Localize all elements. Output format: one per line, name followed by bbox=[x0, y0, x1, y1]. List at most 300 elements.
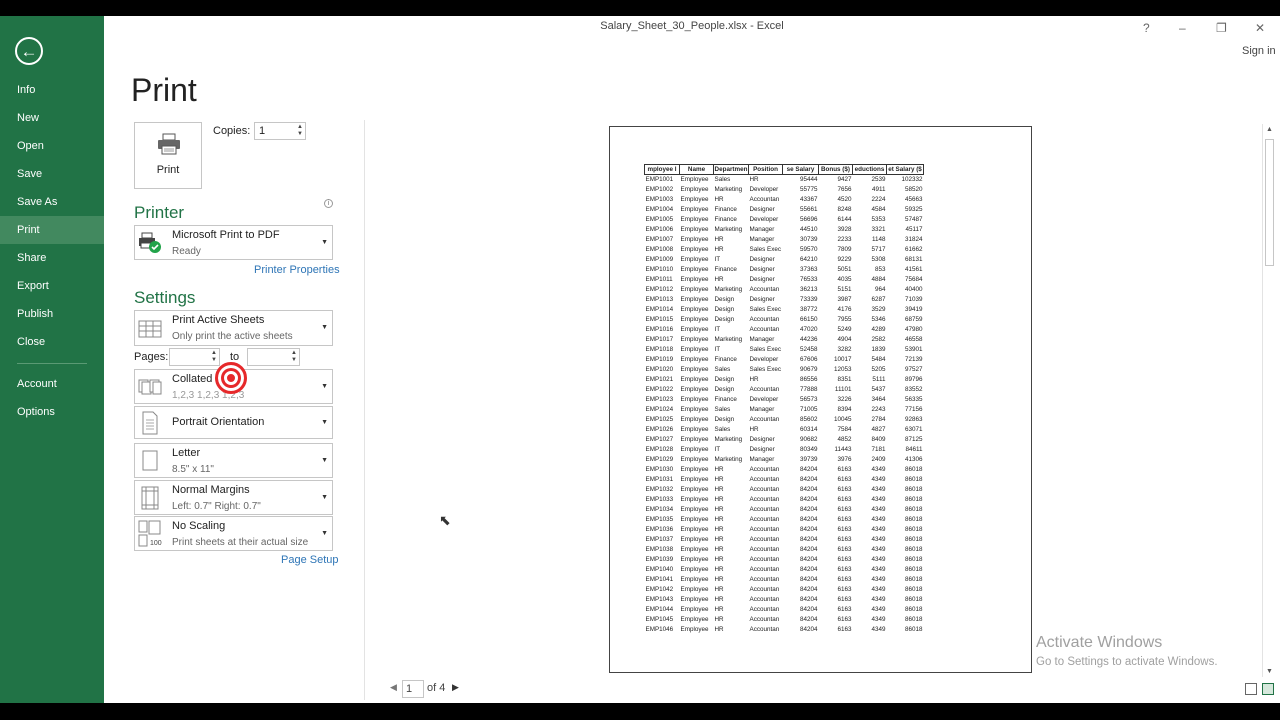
table-cell: 4349 bbox=[871, 586, 886, 593]
table-cell: EMP1031 bbox=[645, 476, 674, 483]
table-cell: 52458 bbox=[799, 346, 818, 353]
table-cell: 6163 bbox=[837, 496, 852, 503]
next-page-icon[interactable]: ▶ bbox=[452, 682, 459, 692]
table-row bbox=[645, 325, 924, 335]
spin-down-icon[interactable]: ▼ bbox=[297, 131, 303, 137]
table-cell: 85602 bbox=[799, 416, 818, 423]
orientation-dropdown[interactable] bbox=[134, 406, 333, 439]
table-cell: EMP1018 bbox=[645, 346, 674, 353]
table-cell: Finance bbox=[714, 216, 737, 223]
scroll-up-icon[interactable]: ▲ bbox=[1266, 126, 1273, 133]
table-cell: 86018 bbox=[904, 486, 923, 493]
margins-dropdown[interactable] bbox=[134, 480, 333, 515]
table-cell: 84204 bbox=[799, 506, 818, 513]
page-setup-link[interactable]: Page Setup bbox=[281, 554, 339, 566]
table-cell: Employee bbox=[680, 356, 709, 363]
table-cell: 5151 bbox=[837, 286, 852, 293]
table-cell: HR bbox=[714, 236, 724, 243]
table-cell: Employee bbox=[680, 396, 709, 403]
paper-size-dropdown[interactable] bbox=[134, 443, 333, 478]
table-cell: 11443 bbox=[834, 446, 852, 453]
table-cell: 44236 bbox=[799, 336, 818, 343]
table-cell: EMP1017 bbox=[645, 336, 674, 343]
table-cell: Sales Exec bbox=[749, 366, 781, 373]
table-cell: 4349 bbox=[871, 546, 886, 553]
table-cell: 853 bbox=[874, 266, 886, 273]
table-cell: 3282 bbox=[837, 346, 852, 353]
table-cell: 77156 bbox=[904, 406, 923, 413]
table-cell: HR bbox=[714, 196, 724, 203]
table-row bbox=[645, 525, 924, 535]
table-cell: 5346 bbox=[871, 316, 886, 323]
table-cell: Accountan bbox=[749, 326, 780, 333]
table-cell: Accountan bbox=[749, 316, 780, 323]
table-cell: 10045 bbox=[833, 416, 852, 423]
table-cell: Employee bbox=[680, 406, 709, 413]
copies-spinner[interactable] bbox=[254, 122, 306, 140]
table-cell: 86018 bbox=[904, 496, 923, 503]
table-cell: 86018 bbox=[904, 596, 923, 603]
table-cell: Employee bbox=[680, 226, 709, 233]
back-arrow-icon[interactable]: ← bbox=[15, 37, 43, 65]
table-cell: 84204 bbox=[799, 606, 818, 613]
table-cell: Employee bbox=[680, 346, 709, 353]
table-cell: 4349 bbox=[871, 476, 886, 483]
table-cell: 6163 bbox=[837, 566, 852, 573]
table-cell: Employee bbox=[680, 316, 709, 323]
table-cell: Accountan bbox=[749, 286, 780, 293]
window-title: Salary_Sheet_30_People.xlsx - Excel bbox=[600, 20, 784, 32]
table-cell: 4852 bbox=[837, 436, 852, 443]
table-cell: Employee bbox=[680, 336, 709, 343]
table-row bbox=[645, 225, 924, 235]
table-cell: 5437 bbox=[871, 386, 886, 393]
table-row bbox=[645, 475, 924, 485]
table-cell: 3987 bbox=[837, 296, 852, 303]
table-cell: 47980 bbox=[904, 326, 923, 333]
chevron-down-icon: ▼ bbox=[321, 383, 328, 390]
table-cell: Design bbox=[714, 316, 735, 323]
table-cell: Design bbox=[714, 296, 735, 303]
table-cell: 43367 bbox=[799, 196, 818, 203]
table-cell: Accountan bbox=[749, 196, 780, 203]
table-cell: 84204 bbox=[799, 496, 818, 503]
pages-to-spinner[interactable] bbox=[247, 348, 300, 366]
table-cell: 4520 bbox=[837, 196, 852, 203]
print-what-title: Print Active Sheets bbox=[172, 314, 265, 326]
table-cell: 45663 bbox=[904, 196, 923, 203]
table-cell: EMP1034 bbox=[645, 506, 674, 513]
table-cell: HR bbox=[749, 176, 759, 183]
print-button[interactable] bbox=[134, 122, 202, 189]
table-cell: Accountan bbox=[749, 416, 780, 423]
column-header: Departmen bbox=[714, 166, 748, 173]
table-cell: EMP1008 bbox=[645, 246, 674, 253]
table-cell: Employee bbox=[680, 326, 709, 333]
table-cell: Employee bbox=[680, 246, 709, 253]
table-cell: 4349 bbox=[871, 526, 886, 533]
scroll-down-icon[interactable]: ▼ bbox=[1266, 668, 1273, 675]
table-cell: HR bbox=[714, 276, 724, 283]
table-cell: 4349 bbox=[871, 466, 886, 473]
table-cell: 84204 bbox=[799, 476, 818, 483]
info-icon[interactable]: i bbox=[324, 199, 333, 208]
table-cell: Employee bbox=[680, 616, 709, 623]
table-cell: 4911 bbox=[871, 186, 886, 193]
table-cell: Employee bbox=[680, 186, 709, 193]
table-cell: 4349 bbox=[871, 536, 886, 543]
settings-section-title: Settings bbox=[134, 288, 196, 307]
table-cell: Employee bbox=[680, 196, 709, 203]
table-cell: EMP1016 bbox=[645, 326, 674, 333]
table-cell: 7181 bbox=[871, 446, 886, 453]
chevron-down-icon: ▼ bbox=[321, 457, 328, 464]
table-row bbox=[645, 425, 924, 435]
table-row bbox=[645, 265, 924, 275]
top-black-bar bbox=[0, 0, 1280, 16]
table-cell: 4349 bbox=[871, 516, 886, 523]
collation-sub: 1,2,3 1,2,3 1,2,3 bbox=[172, 390, 245, 401]
table-row bbox=[645, 235, 924, 245]
table-cell: EMP1003 bbox=[645, 196, 674, 203]
table-cell: HR bbox=[714, 616, 724, 623]
table-cell: 71005 bbox=[799, 406, 818, 413]
table-cell: 84204 bbox=[799, 556, 818, 563]
table-cell: EMP1024 bbox=[645, 406, 674, 413]
nav-publish[interactable]: Publish bbox=[17, 308, 54, 320]
margins-icon bbox=[138, 486, 162, 510]
scroll-thumb[interactable] bbox=[1265, 139, 1274, 266]
table-row bbox=[645, 455, 924, 465]
sign-in-link[interactable]: Sign in bbox=[1242, 45, 1276, 57]
table-cell: 4349 bbox=[871, 556, 886, 563]
table-cell: 56696 bbox=[799, 216, 818, 223]
table-cell: Accountan bbox=[749, 506, 780, 513]
table-cell: Designer bbox=[749, 266, 775, 273]
table-cell: Sales Exec bbox=[749, 246, 781, 253]
table-cell: 6163 bbox=[837, 486, 852, 493]
table-row bbox=[645, 515, 924, 525]
nav-print[interactable]: Print bbox=[0, 216, 104, 244]
table-row bbox=[645, 295, 924, 305]
table-cell: Accountan bbox=[749, 486, 780, 493]
table-row bbox=[645, 435, 924, 445]
table-cell: Finance bbox=[714, 206, 737, 213]
table-row bbox=[645, 315, 924, 325]
table-cell: Employee bbox=[680, 606, 709, 613]
table-cell: 9229 bbox=[837, 256, 852, 263]
portrait-page-icon bbox=[138, 411, 162, 435]
table-cell: Accountan bbox=[749, 546, 780, 553]
table-row bbox=[645, 585, 924, 595]
printer-properties-link[interactable]: Printer Properties bbox=[254, 264, 340, 276]
restore-button[interactable]: ❐ bbox=[1216, 21, 1227, 35]
show-margins-icon[interactable] bbox=[1245, 683, 1257, 695]
table-cell: 90682 bbox=[799, 436, 818, 443]
table-cell: Employee bbox=[680, 586, 709, 593]
table-row bbox=[645, 495, 924, 505]
table-cell: 6163 bbox=[837, 516, 852, 523]
page-title: Print bbox=[131, 72, 197, 108]
table-row bbox=[645, 345, 924, 355]
table-cell: 83552 bbox=[904, 386, 923, 393]
table-cell: Employee bbox=[680, 546, 709, 553]
table-cell: HR bbox=[749, 376, 759, 383]
table-row bbox=[645, 195, 924, 205]
table-row bbox=[645, 335, 924, 345]
table-cell: 4584 bbox=[871, 206, 886, 213]
table-cell: Designer bbox=[749, 206, 775, 213]
zoom-to-page-icon[interactable] bbox=[1262, 683, 1274, 695]
copies-label: Copies: bbox=[213, 125, 251, 137]
column-header: se Salary bbox=[783, 165, 819, 175]
table-row bbox=[645, 385, 924, 395]
table-cell: HR bbox=[749, 426, 759, 433]
table-row bbox=[645, 605, 924, 615]
table-row bbox=[645, 615, 924, 625]
spin-down-icon[interactable]: ▼ bbox=[211, 357, 217, 363]
close-button[interactable]: ✕ bbox=[1255, 21, 1266, 35]
table-cell: 67606 bbox=[799, 356, 818, 363]
table-cell: 68759 bbox=[904, 316, 923, 323]
table-cell: Employee bbox=[680, 566, 709, 573]
table-cell: Manager bbox=[749, 226, 775, 233]
table-row bbox=[645, 285, 924, 295]
mouse-cursor-icon: ⬉ bbox=[439, 512, 451, 528]
table-cell: Employee bbox=[680, 376, 709, 383]
table-cell: 5051 bbox=[837, 266, 852, 273]
collated-pages-icon bbox=[138, 375, 162, 399]
table-cell: EMP1026 bbox=[645, 426, 674, 433]
table-cell: 89796 bbox=[904, 376, 923, 383]
table-cell: Accountan bbox=[749, 556, 780, 563]
table-cell: HR bbox=[714, 476, 724, 483]
table-cell: Sales bbox=[714, 176, 731, 183]
table-cell: HR bbox=[714, 516, 724, 523]
prev-page-icon[interactable]: ◀ bbox=[390, 682, 397, 692]
table-cell: 6144 bbox=[837, 216, 852, 223]
table-cell: 8351 bbox=[837, 376, 852, 383]
table-cell: EMP1022 bbox=[645, 386, 674, 393]
table-row bbox=[645, 595, 924, 605]
table-cell: Finance bbox=[714, 396, 737, 403]
page-count: of 4 bbox=[427, 682, 446, 694]
table-cell: HR bbox=[714, 246, 724, 253]
table-cell: 2539 bbox=[871, 176, 886, 183]
table-cell: 4349 bbox=[871, 596, 886, 603]
preview-vertical-scrollbar[interactable] bbox=[1262, 124, 1275, 677]
table-cell: Employee bbox=[680, 266, 709, 273]
printer-dropdown[interactable] bbox=[134, 225, 333, 260]
table-cell: 71039 bbox=[904, 296, 923, 303]
table-cell: HR bbox=[714, 536, 724, 543]
table-cell: 41561 bbox=[904, 266, 923, 273]
help-icon[interactable]: ? bbox=[1143, 21, 1150, 35]
table-cell: 6163 bbox=[837, 556, 852, 563]
page-number-input[interactable]: 1 bbox=[402, 680, 424, 698]
column-header: Position bbox=[749, 165, 783, 175]
table-cell: Employee bbox=[680, 426, 709, 433]
printer-name: Microsoft Print to PDF bbox=[172, 229, 280, 241]
spin-up-icon[interactable]: ▲ bbox=[211, 350, 217, 356]
chevron-down-icon: ▼ bbox=[321, 530, 328, 537]
table-cell: 86018 bbox=[904, 556, 923, 563]
table-cell: 86018 bbox=[904, 626, 923, 633]
table-cell: EMP1013 bbox=[645, 296, 674, 303]
table-row bbox=[645, 205, 924, 215]
table-cell: Accountan bbox=[749, 536, 780, 543]
table-cell: 86018 bbox=[904, 606, 923, 613]
table-cell: Developer bbox=[749, 356, 779, 363]
nav-save-as[interactable]: Save As bbox=[17, 196, 58, 208]
table-cell: 11101 bbox=[834, 386, 852, 393]
pages-from-spinner[interactable] bbox=[169, 348, 220, 366]
nav-save[interactable]: Save bbox=[17, 168, 43, 180]
table-cell: 64210 bbox=[799, 256, 818, 263]
table-cell: HR bbox=[714, 586, 724, 593]
table-cell: 80349 bbox=[799, 446, 818, 453]
collation-title: Collated bbox=[172, 373, 213, 385]
table-row bbox=[645, 485, 924, 495]
table-cell: 102332 bbox=[901, 176, 923, 183]
table-cell: 7656 bbox=[837, 186, 852, 193]
nav-account[interactable]: Account bbox=[17, 378, 57, 390]
table-cell: 66150 bbox=[799, 316, 818, 323]
table-cell: Employee bbox=[680, 576, 709, 583]
table-cell: 4349 bbox=[871, 496, 886, 503]
table-cell: 86018 bbox=[904, 476, 923, 483]
table-cell: 1148 bbox=[871, 236, 886, 243]
table-cell: 86018 bbox=[904, 616, 923, 623]
table-cell: EMP1028 bbox=[645, 446, 674, 453]
table-cell: EMP1025 bbox=[645, 416, 674, 423]
nav-export[interactable]: Export bbox=[17, 280, 49, 292]
print-preview-page bbox=[609, 126, 1032, 673]
table-cell: 2409 bbox=[871, 456, 886, 463]
table-cell: Accountan bbox=[749, 606, 780, 613]
table-cell: Designer bbox=[749, 256, 775, 263]
nav-info[interactable]: Info bbox=[17, 84, 36, 96]
nav-open[interactable]: Open bbox=[17, 140, 44, 152]
table-cell: 76533 bbox=[799, 276, 818, 283]
table-cell: EMP1011 bbox=[645, 276, 673, 283]
table-cell: EMP1010 bbox=[645, 266, 674, 273]
table-cell: HR bbox=[714, 626, 724, 633]
table-cell: EMP1030 bbox=[645, 466, 674, 473]
no-scaling-icon bbox=[138, 520, 164, 548]
nav-options[interactable]: Options bbox=[17, 406, 55, 418]
table-row bbox=[645, 185, 924, 195]
table-cell: Accountan bbox=[749, 526, 780, 533]
table-cell: EMP1035 bbox=[645, 516, 674, 523]
table-cell: 4349 bbox=[871, 616, 886, 623]
table-cell: Sales bbox=[714, 406, 731, 413]
table-cell: Design bbox=[714, 306, 735, 313]
table-cell: HR bbox=[714, 506, 724, 513]
table-cell: 4349 bbox=[871, 626, 886, 633]
table-cell: Design bbox=[714, 386, 735, 393]
table-row bbox=[645, 445, 924, 455]
table-cell: 86018 bbox=[904, 526, 923, 533]
table-cell: Employee bbox=[680, 276, 709, 283]
table-cell: 84204 bbox=[799, 566, 818, 573]
table-cell: EMP1001 bbox=[645, 176, 674, 183]
table-cell: EMP1036 bbox=[645, 526, 674, 533]
activate-windows-title: Activate Windows bbox=[1036, 634, 1163, 651]
table-row bbox=[645, 535, 924, 545]
printer-section-title: Printer bbox=[134, 203, 185, 222]
table-cell: IT bbox=[714, 326, 721, 333]
spin-up-icon[interactable]: ▲ bbox=[297, 124, 303, 130]
scaling-dropdown[interactable] bbox=[134, 516, 333, 551]
copies-value: 1 bbox=[259, 125, 266, 137]
preview-table bbox=[644, 164, 924, 635]
table-cell: 7809 bbox=[837, 246, 852, 253]
pages-to-label: to bbox=[230, 351, 240, 363]
table-cell: Marketing bbox=[714, 286, 743, 293]
table-cell: 3226 bbox=[837, 396, 852, 403]
table-cell: Marketing bbox=[714, 436, 743, 443]
table-cell: 84204 bbox=[799, 576, 818, 583]
table-cell: 75684 bbox=[904, 276, 923, 283]
table-cell: 6163 bbox=[837, 526, 852, 533]
table-cell: 31824 bbox=[904, 236, 923, 243]
table-cell: 45117 bbox=[905, 226, 923, 233]
nav-new[interactable]: New bbox=[17, 112, 40, 124]
table-cell: 86018 bbox=[904, 506, 923, 513]
table-cell: 6163 bbox=[837, 606, 852, 613]
paper-title: Letter bbox=[172, 447, 201, 459]
table-cell: Employee bbox=[680, 466, 709, 473]
table-cell: 72139 bbox=[904, 356, 923, 363]
table-cell: Employee bbox=[680, 236, 709, 243]
table-cell: EMP1040 bbox=[645, 566, 674, 573]
table-cell: IT bbox=[714, 346, 721, 353]
table-cell: Employee bbox=[680, 476, 709, 483]
table-cell: Employee bbox=[680, 436, 709, 443]
table-cell: Accountan bbox=[749, 626, 780, 633]
spin-down-icon[interactable]: ▼ bbox=[291, 357, 297, 363]
table-cell: 1839 bbox=[871, 346, 886, 353]
paper-icon bbox=[138, 449, 162, 473]
table-cell: EMP1046 bbox=[645, 626, 674, 633]
table-row bbox=[645, 405, 924, 415]
table-cell: 4035 bbox=[837, 276, 852, 283]
table-cell: Marketing bbox=[714, 336, 743, 343]
table-cell: 60314 bbox=[799, 426, 818, 433]
nav-share[interactable]: Share bbox=[17, 252, 47, 264]
print-what-dropdown[interactable] bbox=[134, 310, 333, 346]
table-cell: Design bbox=[714, 416, 735, 423]
printer-ready-icon bbox=[138, 231, 162, 255]
minimize-button[interactable]: – bbox=[1179, 21, 1186, 35]
table-cell: Sales Exec bbox=[749, 306, 781, 313]
table-cell: Developer bbox=[749, 216, 779, 223]
table-row bbox=[645, 305, 924, 315]
scaling-title: No Scaling bbox=[172, 520, 226, 532]
chevron-down-icon: ▼ bbox=[321, 494, 328, 501]
spin-up-icon[interactable]: ▲ bbox=[291, 350, 297, 356]
table-cell: Employee bbox=[680, 286, 709, 293]
table-cell: Designer bbox=[749, 276, 775, 283]
table-cell: Accountan bbox=[749, 496, 780, 503]
table-cell: 6163 bbox=[837, 596, 852, 603]
table-row bbox=[645, 255, 924, 265]
nav-close[interactable]: Close bbox=[17, 336, 46, 348]
table-row bbox=[645, 275, 924, 285]
table-cell: 55775 bbox=[799, 186, 818, 193]
chevron-down-icon: ▼ bbox=[321, 324, 328, 331]
